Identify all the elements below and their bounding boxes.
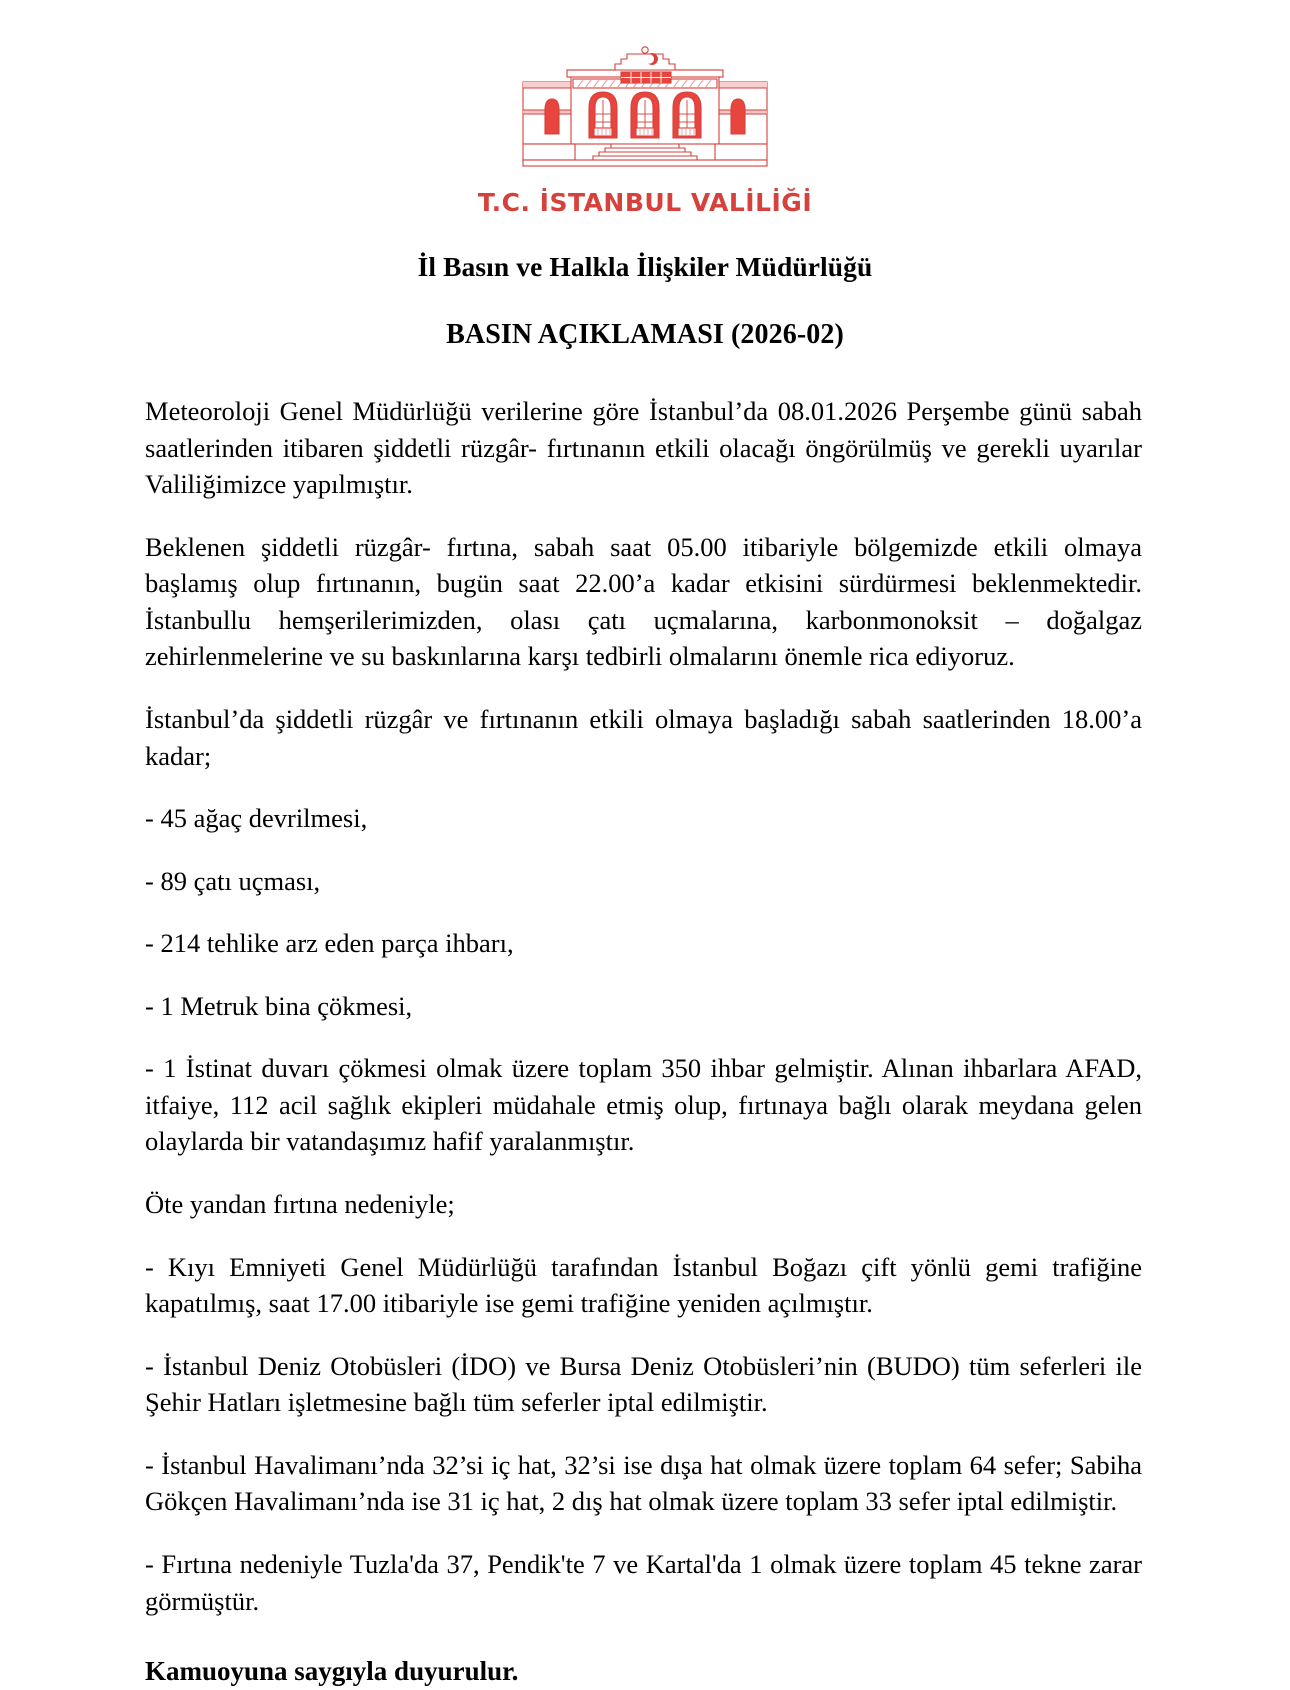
list-item-bosphorus-traffic: - Kıyı Emniyeti Genel Müdürlüğü tarafından İstanbul Boğazı çift yönlü gemi trafiğine kapatılmış, saat 17.00 itibariyle ise gemi trafiğine yeniden açılmıştır. <box>145 1251 1142 1319</box>
government-building-icon <box>511 46 779 186</box>
document-body <box>0 393 1290 1690</box>
list-item-fallen-trees: - 45 ağaç devrilmesi, <box>145 803 368 834</box>
list-item-boat-damage: - Fırtına nedeniyle Tuzla'da 37, Pendik'te 7 ve Kartal'da 1 olmak üzere toplam 45 tekne zarar görmüştür. <box>145 1548 1142 1616</box>
page-title: BASIN AÇIKLAMASI (2026-02) <box>446 319 844 350</box>
paragraph-incidents-intro: İstanbul’da şiddetli rüzgâr ve fırtınanın etkili olmaya başladığı sabah saatlerinden 18.00’a kadar; <box>145 703 1142 771</box>
list-item-building-collapse: - 1 Metruk bina çökmesi, <box>145 990 413 1021</box>
list-item-debris-reports: - 214 tehlike arz eden parça ihbarı, <box>145 928 514 959</box>
department-heading: İl Basın ve Halkla İlişkiler Müdürlüğü <box>417 251 873 282</box>
list-item-retaining-wall: - 1 İstinat duvarı çökmesi olmak üzere toplam 350 ihbar gelmiştir. Alınan ihbarlara AFAD, itfaiye, 112 acil sağlık ekipleri müdahale etmiş olup, fırtınaya bağlı olarak meydana gelen olaylarda bir vatandaşımız hafif yaralanmıştır. <box>145 1053 1142 1157</box>
list-item-roof-damage: - 89 çatı uçması, <box>145 865 321 896</box>
emblem-caption: T.C. İSTANBUL VALİLİĞİ <box>477 188 813 217</box>
emblem-block <box>0 0 1290 217</box>
paragraph-forecast: Meteoroloji Genel Müdürlüğü verilerine göre İstanbul’da 08.01.2026 Perşembe günü sabah saatlerinden itibaren şiddetli rüzgâr- fırtınanın etkili olacağı öngörülmüş ve gerekli uyarılar Valiliğimizce yapılmıştır. <box>145 396 1142 500</box>
list-item-ferry-cancellations: - İstanbul Deniz Otobüsleri (İDO) ve Bursa Deniz Otobüsleri’nin (BUDO) tüm seferleri ile Şehir Hatları işletmesine bağlı tüm seferler iptal edilmiştir. <box>145 1350 1142 1418</box>
paragraph-transport-intro: Öte yandan fırtına nedeniyle; <box>145 1189 455 1219</box>
list-item-flight-cancellations: - İstanbul Havalimanı’nda 32’si iç hat, 32’si ise dışa hat olmak üzere toplam 64 sefer; Sabiha Gökçen Havalimanı’nda ise 31 iç hat, 2 dış hat olmak üzere toplam 33 sefer iptal edilmiştir. <box>145 1449 1142 1517</box>
paragraph-warning: Beklenen şiddetli rüzgâr- fırtına, sabah saat 05.00 itibariyle bölgemizde etkili olmaya başlamış olup fırtınanın, bugün saat 22.00’a kadar etkisini sürdürmesi beklenmektedir. İstanbullu hemşerilerimizden, olası çatı uçmalarına, karbonmonoksit – doğalgaz zehirlenmelerine ve su baskınlarına karşı tedbirli olmalarını önemle rica ediyoruz. <box>145 531 1142 672</box>
closing-statement: Kamuoyuna saygıyla duyurulur. <box>145 1656 519 1687</box>
